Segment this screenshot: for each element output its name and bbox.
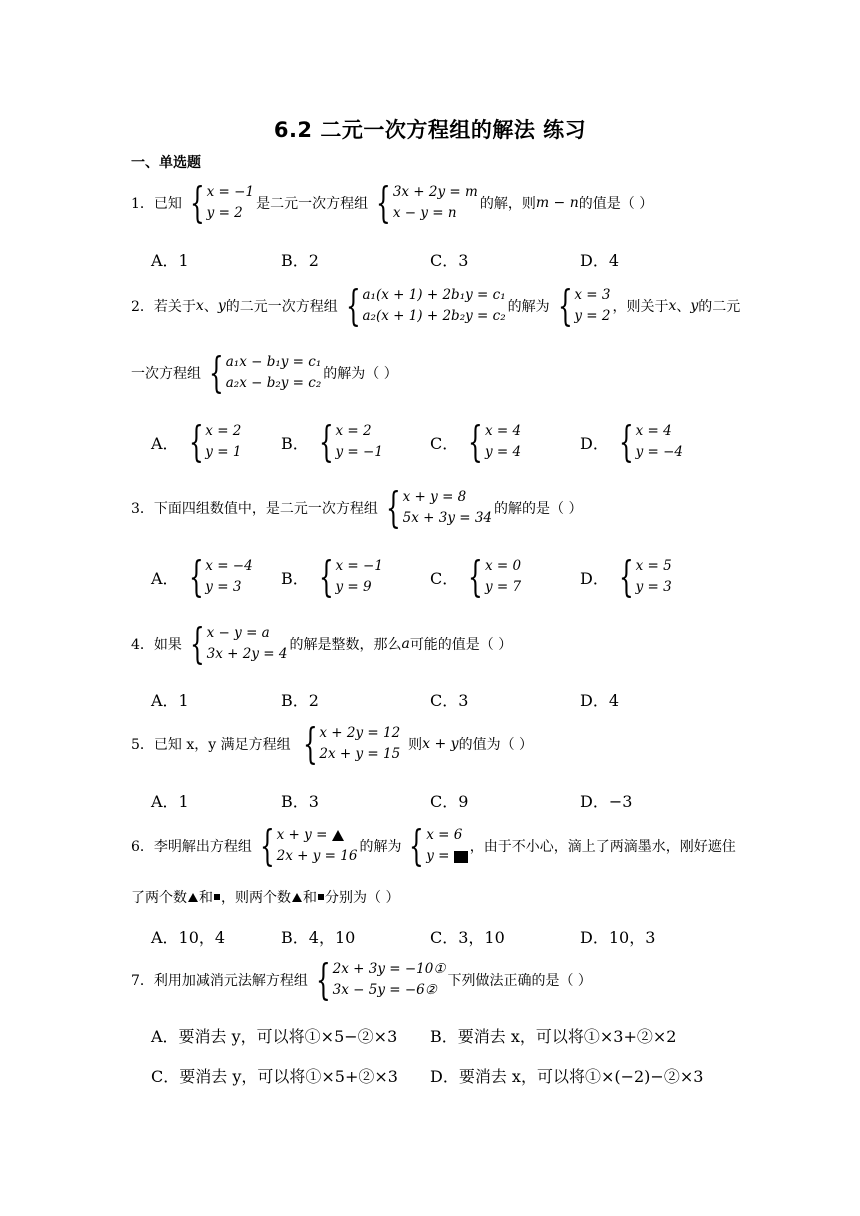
eq-line: x = 5 — [635, 558, 672, 574]
q2-sep: 、 — [203, 299, 218, 315]
q4-option-a[interactable]: A．1 — [151, 691, 189, 710]
question-2-line2 — [131, 348, 398, 397]
q2-sysB-line1: x = 3 — [574, 287, 611, 303]
brace: { — [318, 552, 334, 601]
brace: { — [259, 821, 275, 870]
triangle-ink-blot-icon — [332, 830, 344, 841]
q5-option-a[interactable]: A．1 — [151, 792, 189, 811]
eq-line: x = 0 — [484, 558, 522, 574]
q7-equation-system — [310, 955, 446, 1004]
q3-option-a[interactable] — [151, 552, 255, 601]
option-label: D． — [580, 433, 609, 453]
q4-var-a: a — [401, 636, 410, 652]
brace: { — [376, 178, 391, 227]
q7-prefix: 7．利用加减消元法解方程组 — [131, 973, 308, 989]
q2-option-c[interactable] — [430, 417, 523, 466]
q2-line2-prefix: 一次方程组 — [131, 366, 201, 382]
brace: { — [302, 719, 318, 768]
q6-option-a[interactable]: A．10，4 — [151, 928, 226, 947]
q1-sysB-line2: x − y = n — [392, 205, 457, 221]
q3-equation-system — [380, 483, 493, 532]
q1-solution-system — [184, 178, 255, 227]
q6-equation-system — [254, 821, 358, 870]
q5-option-c[interactable]: C．9 — [430, 792, 469, 811]
brace: { — [618, 552, 634, 601]
square-icon — [318, 894, 324, 900]
q2-solution-system — [552, 281, 611, 330]
q7-post: 下列做法正确的是（ ） — [447, 973, 592, 989]
q6-sysB-line1: x = 6 — [426, 827, 463, 843]
q5-prefix: 5．已知 x，y 满足方程组 — [131, 737, 291, 753]
q4-option-c[interactable]: C．3 — [430, 691, 469, 710]
brace: { — [468, 417, 483, 466]
question-5 — [131, 719, 534, 768]
q2-var-x2: x — [668, 298, 677, 314]
q5-option-d[interactable]: D．−3 — [580, 792, 633, 811]
q5-post1: 则 — [408, 737, 423, 753]
q7-sys-line1: 2x + 3y = −10① — [332, 961, 446, 977]
eq-line: x = 2 — [335, 423, 372, 439]
q6-sysA-line2: 2x + y = 16 — [276, 848, 358, 864]
q2-var-y: y — [217, 298, 226, 314]
eq-line: x = −1 — [335, 558, 383, 574]
q4-sys-line1: x − y = a — [206, 625, 270, 641]
q2-sysB-line2: y = 2 — [574, 308, 611, 324]
question-2 — [131, 281, 741, 330]
q4-prefix: 4．如果 — [131, 637, 182, 653]
q6-option-d[interactable]: D．10，3 — [580, 928, 656, 947]
question-1 — [131, 178, 654, 227]
eq-line: y = 9 — [335, 579, 372, 595]
q6-line2-end: 分别为（ ） — [325, 890, 400, 906]
eq-line: x = −4 — [205, 558, 253, 574]
square-icon — [214, 894, 220, 900]
q2-sep2: 、 — [676, 299, 691, 315]
triangle-icon — [188, 893, 198, 902]
q5-sys-line1: x + 2y = 12 — [319, 725, 401, 741]
question-7 — [131, 955, 592, 1004]
q1-post1: 的解，则 — [479, 196, 536, 212]
option-label: A． — [151, 433, 179, 453]
q2-sysC-line2: a₂x − b₂y = c₂ — [225, 375, 322, 391]
question-6-line2 — [131, 887, 399, 907]
q2-sysA-line2: a₂(x + 1) + 2b₂y = c₂ — [362, 308, 506, 324]
brace: { — [189, 619, 205, 668]
eq-line: x = 4 — [484, 423, 522, 439]
q2-second-system — [203, 348, 322, 397]
brace: { — [345, 281, 361, 330]
q6-line2-and2: 和 — [303, 890, 317, 906]
q2-middle: 的二元一次方程组 — [225, 299, 338, 315]
q5-option-b[interactable]: B．3 — [281, 792, 319, 811]
q3-option-d[interactable] — [580, 552, 674, 601]
q5-sys-line2: 2x + y = 15 — [319, 746, 401, 762]
q1-sysB-line1: 3x + 2y = m — [392, 184, 478, 200]
q6-option-b[interactable]: B．4，10 — [281, 928, 356, 947]
q3-option-c[interactable] — [430, 552, 523, 601]
q3-sys-line2: 5x + 3y = 34 — [402, 510, 493, 526]
q6-line2-text: 了两个数 — [131, 890, 187, 906]
q2-sysA-line1: a₁(x + 1) + 2b₁y = c₁ — [362, 287, 506, 303]
q5-equation-system — [297, 719, 401, 768]
q7-option-a[interactable]: A．要消去 y，可以将①×5−②×3 — [151, 1027, 398, 1046]
eq-text: y = — [426, 848, 450, 864]
q7-option-d[interactable]: D．要消去 x，可以将①×(−2)−②×3 — [430, 1067, 704, 1086]
brace: { — [618, 417, 634, 466]
eq-line: x = 4 — [635, 423, 672, 439]
q1-post2: 的值是（ ） — [578, 196, 654, 212]
q1-sysA-line2: y = 2 — [206, 205, 243, 221]
eq-line: y = −4 — [635, 444, 683, 460]
brace: { — [385, 483, 401, 532]
q2-var-y2: y — [690, 298, 699, 314]
brace: { — [315, 955, 331, 1004]
eq-line: y = 1 — [205, 444, 242, 460]
q6-line2-text2: ，则两个数 — [221, 890, 291, 906]
q1-option-a[interactable]: A．1 — [151, 251, 189, 270]
brace: { — [557, 281, 573, 330]
eq-line: x = 2 — [205, 423, 242, 439]
q1-option-b[interactable]: B．2 — [281, 251, 319, 270]
q4-post2: 可能的值是（ ） — [409, 637, 513, 653]
q3-option-b[interactable] — [281, 552, 385, 601]
q1-expression: m − n — [535, 195, 579, 211]
q1-middle: 是二元一次方程组 — [256, 196, 369, 212]
section-heading: 一、单选题 — [131, 155, 201, 171]
square-ink-blot-icon — [454, 851, 468, 863]
q2-option-d[interactable] — [580, 417, 685, 466]
q6-option-c[interactable]: C．3，10 — [430, 928, 505, 947]
q6-line2-and: 和 — [199, 890, 213, 906]
brace: { — [409, 821, 425, 870]
q5-post2: 的值为（ ） — [458, 737, 534, 753]
q1-prefix: 1．已知 — [131, 196, 182, 212]
q3-prefix: 3．下面四组数值中，是二元一次方程组 — [131, 501, 378, 517]
option-label: A． — [151, 568, 179, 588]
q3-sys-line1: x + y = 8 — [402, 489, 467, 505]
q6-sysB-line2 — [426, 846, 468, 867]
question-3 — [131, 483, 583, 532]
q7-option-c[interactable]: C．要消去 y，可以将①×5+②×3 — [151, 1067, 398, 1086]
question-6 — [131, 821, 736, 870]
q4-post1: 的解是整数，那么 — [289, 637, 402, 653]
brace: { — [188, 552, 204, 601]
q2-post: ，则关于 — [612, 299, 669, 315]
q6-prefix: 6．李明解出方程组 — [131, 839, 252, 855]
brace: { — [468, 552, 483, 601]
eq-line: y = 7 — [484, 579, 522, 595]
eq-line: y = −1 — [335, 444, 383, 460]
q6-post: ，由于不小心，滴上了两滴墨水，刚好遮住 — [469, 839, 736, 855]
triangle-icon — [292, 893, 302, 902]
q6-sysA-line1 — [277, 825, 358, 846]
q2-line2-post: 的解为（ ） — [323, 366, 398, 382]
q1-option-d[interactable]: D．4 — [580, 251, 620, 270]
q4-option-b[interactable]: B．2 — [281, 691, 319, 710]
eq-line: y = 4 — [484, 444, 522, 460]
brace: { — [209, 348, 224, 397]
q2-option-b[interactable] — [281, 417, 385, 466]
eq-line: y = 3 — [635, 579, 672, 595]
q1-equation-system — [370, 178, 478, 227]
q5-expression: x + y — [422, 736, 459, 752]
q6-solution-system — [403, 821, 467, 870]
q4-option-d[interactable]: D．4 — [580, 691, 620, 710]
q2-option-a[interactable] — [151, 417, 243, 466]
q7-sys-line2: 3x − 5y = −6② — [332, 982, 437, 998]
q2-equation-system — [340, 281, 506, 330]
option-label: B． — [281, 433, 309, 453]
q7-option-b[interactable]: B．要消去 x，可以将①×3+②×2 — [430, 1027, 677, 1046]
option-label: C． — [430, 433, 459, 453]
q1-sysA-line1: x = −1 — [206, 184, 255, 200]
q2-middle2: 的解为 — [507, 299, 550, 315]
option-label: D． — [580, 568, 609, 588]
q4-sys-line2: 3x + 2y = 4 — [206, 646, 288, 662]
brace: { — [189, 178, 205, 227]
page-title: 6.2 二元一次方程组的解法 练习 — [273, 118, 587, 142]
option-label: C． — [430, 568, 459, 588]
option-label: B． — [281, 568, 309, 588]
q2-var-x: x — [195, 298, 204, 314]
eq-line: y = 3 — [205, 579, 242, 595]
question-4 — [131, 619, 513, 668]
q2-prefix: 2．若关于 — [131, 299, 196, 315]
eq-text: x + y = — [276, 827, 328, 843]
q4-equation-system — [184, 619, 288, 668]
q6-middle: 的解为 — [359, 839, 402, 855]
q1-option-c[interactable]: C．3 — [430, 251, 469, 270]
q3-post: 的解的是（ ） — [494, 501, 583, 517]
brace: { — [318, 417, 334, 466]
q2-post2: 的二元 — [698, 299, 741, 315]
q2-sysC-line1: a₁x − b₁y = c₁ — [225, 354, 322, 370]
brace: { — [188, 417, 204, 466]
